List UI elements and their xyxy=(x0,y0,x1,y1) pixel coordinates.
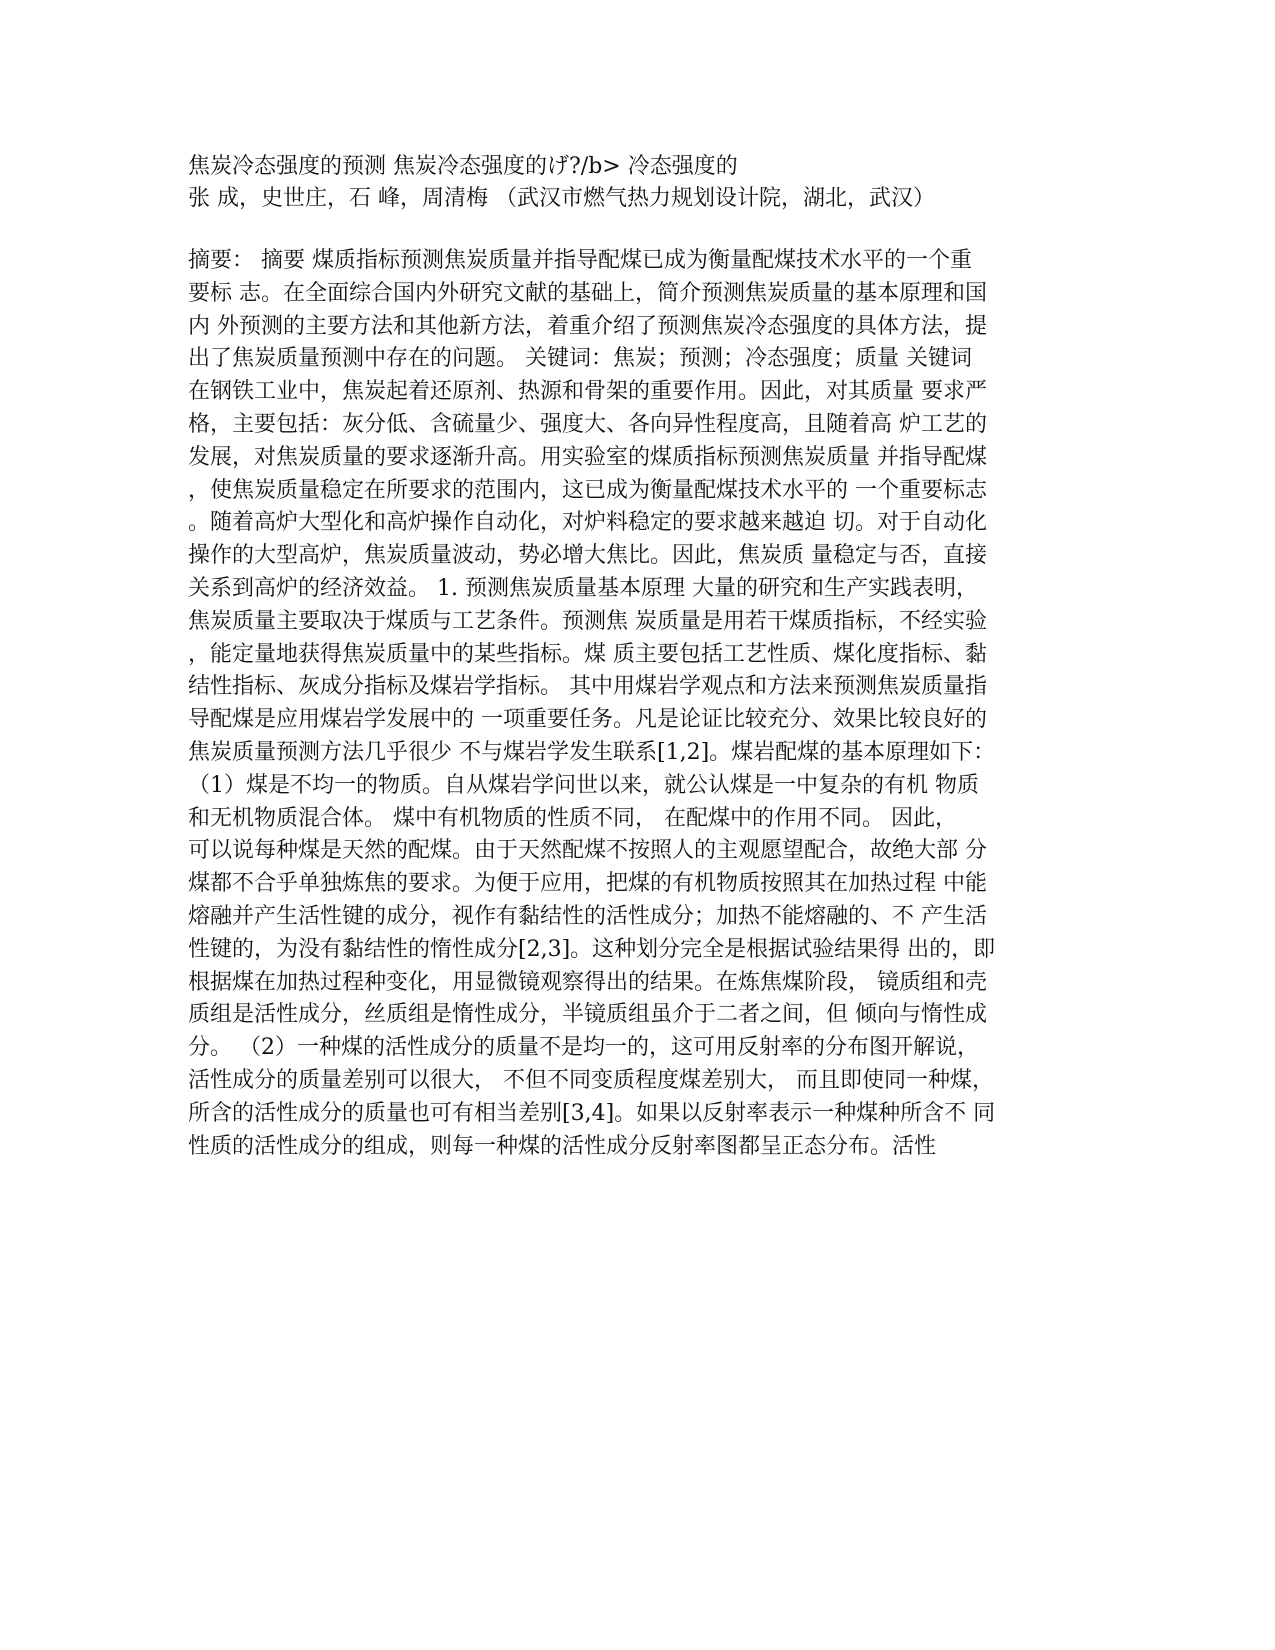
body-text-line: 出了焦炭质量预测中存在的问题。 关键词：焦炭；预测；冷态强度；质量 关键词 xyxy=(188,346,972,372)
body-text-line: 操作的大型高炉，焦炭质量波动，势必增大焦比。因此，焦炭质 量稳定与否，直接 xyxy=(188,543,987,569)
body-text-line: 质组是活性成分，丝质组是惰性成分，半镜质组虽介于二者之间，但 倾向与惰性成 xyxy=(188,1002,987,1028)
body-text-line: （1）煤是不均一的物质。自从煤岩学问世以来，就公认煤是一中复杂的有机 物质 xyxy=(188,772,979,798)
body-text-line: 活性成分的质量差别可以很大， 不但不同变质程度煤差别大， 而且即使同一种煤， xyxy=(188,1067,994,1093)
body-text-line: 熔融并产生活性键的成分，视作有黏结性的活性成分；加热不能熔融的、不 产生活 xyxy=(188,903,987,929)
document-body xyxy=(188,245,1088,1163)
body-text-line: 所含的活性成分的质量也可有相当差别[3,4]。如果以反射率表示一种煤种所含不 同 xyxy=(188,1100,996,1126)
body-text-line: 在钢铁工业中，焦炭起着还原剂、热源和骨架的重要作用。因此，对其质量 要求严 xyxy=(188,379,987,405)
body-text-line: 摘要： 摘要 煤质指标预测焦炭质量并指导配煤已成为衡量配煤技术水平的一个重 xyxy=(188,248,972,273)
body-text-line: 可以说每种煤是天然的配煤。由于天然配煤不按照人的主观愿望配合，故绝大部 分 xyxy=(188,838,987,864)
body-text-line: 性键的，为没有黏结性的惰性成分[2,3]。这种划分完全是根据试验结果得 出的，即 xyxy=(188,936,996,962)
body-text-line: 性质的活性成分的组成，则每一种煤的活性成分反射率图都呈正态分布。活性 xyxy=(188,1133,937,1159)
document-header xyxy=(188,150,1088,215)
body-text-line: ，能定量地获得焦炭质量中的某些指标。煤 质主要包括工艺性质、煤化度指标、黏 xyxy=(188,641,987,667)
body-text-line: 分。 （2）一种煤的活性成分的质量不是均一的，这可用反射率的分布图开解说， xyxy=(188,1035,979,1061)
document-title: 焦炭冷态强度的预测 焦炭冷态强度的げ?/b> 冷态强度的 xyxy=(188,154,738,179)
body-text-line: ，使焦炭质量稳定在所要求的范围内，这已成为衡量配煤技术水平的 一个重要标志 xyxy=(188,477,987,503)
body-text-line: 内 外预测的主要方法和其他新方法，着重介绍了预测焦炭冷态强度的具体方法，提 xyxy=(188,313,987,339)
body-text-line: 。随着高炉大型化和高炉操作自动化，对炉料稳定的要求越来越迫 切。对于自动化 xyxy=(188,510,987,536)
body-text-line: 要标 志。在全面综合国内外研究文献的基础上，简介预测焦炭质量的基本原理和国 xyxy=(188,280,987,306)
body-text-line: 根据煤在加热过程种变化，用显微镜观察得出的结果。在炼焦煤阶段， 镜质组和壳 xyxy=(188,969,987,995)
body-text-line: 关系到高炉的经济效益。 1. 预测焦炭质量基本原理 大量的研究和生产实践表明， xyxy=(188,575,978,601)
body-text-line: 和无机物质混合体。 煤中有机物质的性质不同， 在配煤中的作用不同。 因此， xyxy=(188,805,957,831)
body-text-line: 煤都不合乎单独炼焦的要求。为便于应用，把煤的有机物质按照其在加热过程 中能 xyxy=(188,871,987,897)
body-text-line: 格，主要包括：灰分低、含硫量少、强度大、各向异性程度高，且随着高 炉工艺的 xyxy=(188,411,987,437)
body-text-line: 发展，对焦炭质量的要求逐渐升高。用实验室的煤质指标预测焦炭质量 并指导配煤 xyxy=(188,444,987,470)
body-text-line: 结性指标、灰成分指标及煤岩学指标。 其中用煤岩学观点和方法来预测焦炭质量指 xyxy=(188,674,987,700)
document-authors: 张 成，史世庄，石 峰，周清梅 （武汉市燃气热力规划设计院，湖北，武汉） xyxy=(188,186,935,211)
body-text-line: 焦炭质量预测方法几乎很少 不与煤岩学发生联系[1,2]。煤岩配煤的基本原理如下： xyxy=(188,739,996,765)
body-text-line: 焦炭质量主要取决于煤质与工艺条件。预测焦 炭质量是用若干煤质指标，不经实验 xyxy=(188,608,987,634)
body-text-line: 导配煤是应用煤岩学发展中的 一项重要任务。凡是论证比较充分、效果比较良好的 xyxy=(188,707,987,733)
